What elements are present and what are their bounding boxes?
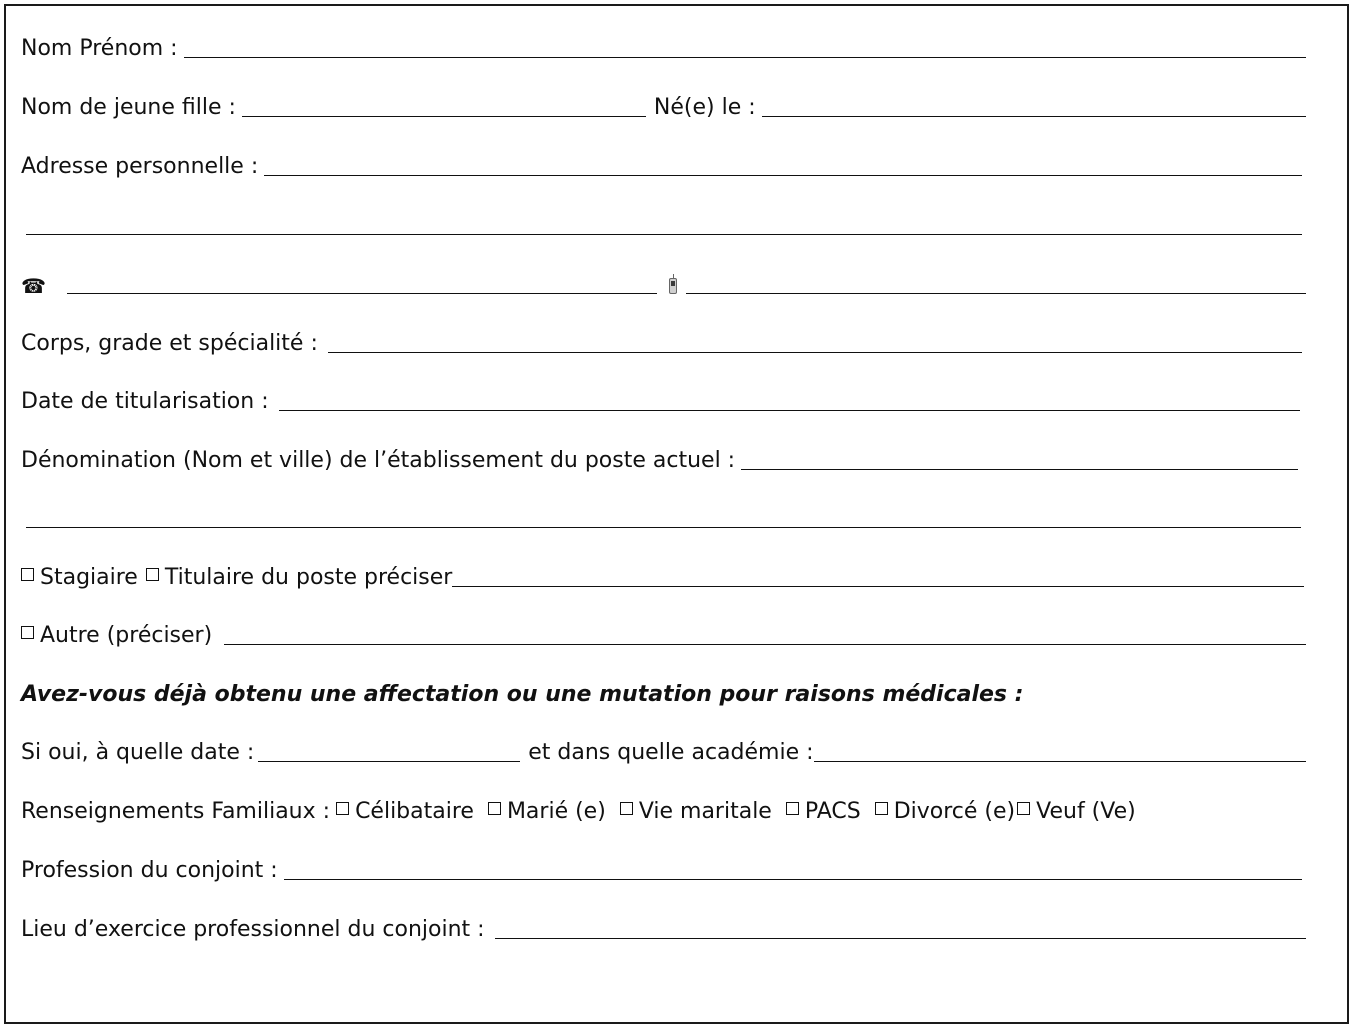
field-date-titularisation[interactable] xyxy=(279,409,1300,411)
phone-icon: ☎ xyxy=(21,274,46,298)
label-corps-grade: Corps, grade et spécialité : xyxy=(21,331,318,356)
field-academie[interactable] xyxy=(814,760,1306,762)
row-autre xyxy=(21,617,1306,649)
label-marie: Marié (e) xyxy=(506,799,606,824)
row-renseignements-familiaux xyxy=(21,793,1306,825)
label-renseignements-familiaux: Renseignements Familiaux : xyxy=(21,799,331,824)
label-celibataire: Célibataire xyxy=(355,799,474,824)
field-corps-grade[interactable] xyxy=(328,351,1302,353)
option-marie[interactable] xyxy=(488,799,606,825)
checkbox-titulaire[interactable] xyxy=(146,568,159,581)
row-statut xyxy=(21,559,1306,591)
label-vie-maritale: Vie maritale xyxy=(638,799,772,824)
row-nom-jeune-fille xyxy=(21,89,1306,121)
label-profession-conjoint: Profession du conjoint : xyxy=(21,858,278,883)
label-nom-jeune-fille: Nom de jeune fille : xyxy=(21,95,236,120)
field-profession-conjoint[interactable] xyxy=(284,878,1302,880)
label-academie: et dans quelle académie : xyxy=(528,740,814,765)
label-titulaire: Titulaire du poste préciser xyxy=(164,565,453,590)
field-nom-jeune-fille[interactable] xyxy=(242,115,646,117)
checkbox-autre[interactable] xyxy=(21,626,34,639)
field-telephone-mobile[interactable] xyxy=(686,292,1306,294)
checkbox-veuf[interactable] xyxy=(1017,802,1030,815)
field-titulaire-preciser[interactable] xyxy=(452,585,1304,587)
row-denomination xyxy=(21,442,1306,474)
label-date-titularisation: Date de titularisation : xyxy=(21,389,269,414)
question-raisons-medicales: Avez-vous déjà obtenu une affectation ou une mutation pour raisons médicales : xyxy=(21,682,1024,707)
field-lieu-exercice[interactable] xyxy=(495,937,1306,939)
row-lieu-exercice xyxy=(21,911,1306,943)
option-stagiaire[interactable] xyxy=(21,565,138,591)
label-denomination: Dénomination (Nom et ville) de l’établissement du poste actuel : xyxy=(21,448,736,473)
label-pacs: PACS xyxy=(804,799,861,824)
row-adresse xyxy=(21,148,1306,180)
label-divorce: Divorcé (e) xyxy=(893,799,1016,824)
field-adresse-ligne-1[interactable] xyxy=(264,174,1302,176)
field-date-affectation[interactable] xyxy=(258,760,520,762)
label-autre: Autre (préciser) xyxy=(40,623,213,648)
field-date-naissance[interactable] xyxy=(762,115,1306,117)
label-ne-le: Né(e) le : xyxy=(653,95,756,120)
field-adresse-ligne-2[interactable] xyxy=(26,233,1302,235)
row-profession-conjoint xyxy=(21,852,1306,884)
label-lieu-exercice: Lieu d’exercice professionnel du conjoint : xyxy=(21,917,485,942)
option-divorce[interactable] xyxy=(875,799,1015,825)
checkbox-pacs[interactable] xyxy=(786,802,799,815)
row-question xyxy=(21,676,1306,708)
field-nom-prenom[interactable] xyxy=(184,56,1306,58)
mobile-phone-icon xyxy=(669,278,677,294)
checkbox-stagiaire[interactable] xyxy=(21,568,34,581)
option-autre[interactable] xyxy=(21,623,212,649)
field-telephone-fixe[interactable] xyxy=(67,292,657,294)
label-veuf: Veuf (Ve) xyxy=(1036,799,1136,824)
field-denomination-ligne-2[interactable] xyxy=(26,526,1301,528)
label-si-oui: Si oui, à quelle date : xyxy=(21,740,255,765)
row-denomination-suite xyxy=(21,500,1306,532)
checkbox-divorce[interactable] xyxy=(875,802,888,815)
row-corps-grade xyxy=(21,325,1306,357)
row-adresse-suite xyxy=(21,207,1306,239)
checkbox-marie[interactable] xyxy=(488,802,501,815)
checkbox-vie-maritale[interactable] xyxy=(620,802,633,815)
label-stagiaire: Stagiaire xyxy=(40,565,138,590)
option-vie-maritale[interactable] xyxy=(620,799,772,825)
row-date-titularisation xyxy=(21,383,1306,415)
row-telephone xyxy=(21,266,1306,298)
option-titulaire[interactable] xyxy=(146,565,453,591)
field-autre-preciser[interactable] xyxy=(224,643,1306,645)
row-nom-prenom xyxy=(21,30,1306,62)
option-pacs[interactable] xyxy=(786,799,861,825)
checkbox-celibataire[interactable] xyxy=(336,802,349,815)
option-veuf[interactable] xyxy=(1017,799,1136,825)
row-si-oui xyxy=(21,734,1306,766)
label-nom-prenom: Nom Prénom : xyxy=(21,36,178,61)
field-denomination-ligne-1[interactable] xyxy=(741,468,1298,470)
option-celibataire[interactable] xyxy=(336,799,474,825)
label-adresse: Adresse personnelle : xyxy=(21,154,259,179)
